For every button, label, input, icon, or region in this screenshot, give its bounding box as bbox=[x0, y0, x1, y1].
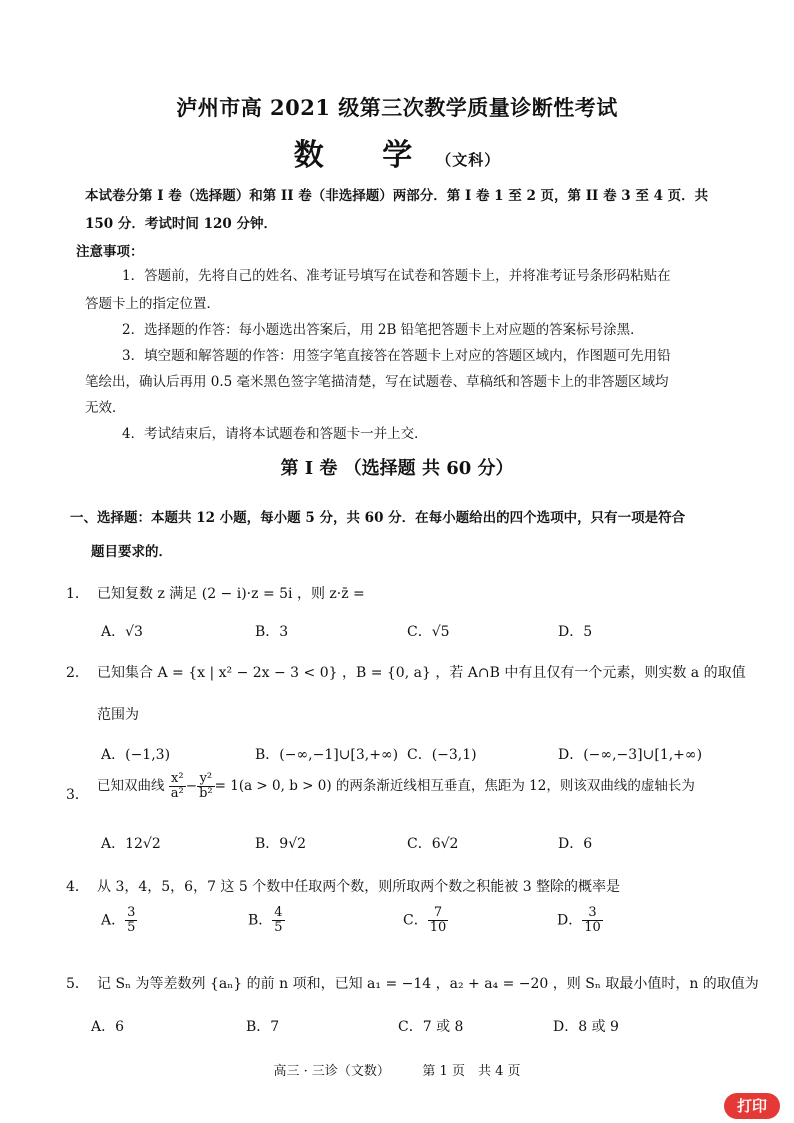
subject-title bbox=[0, 130, 794, 174]
notice-item-2: 2．选择题的作答：每小题选出答案后，用 2B 铅笔把答题卡上对应题的答案标号涂黑． bbox=[122, 322, 644, 338]
q2-text-2: 范围为 bbox=[97, 707, 139, 723]
q2-text: 已知集合 A = {x | x² − 2x − 3 < 0} ，B = {0, a} ，若 A∩B 中有且仅有一个元素，则实数 a 的取值 bbox=[97, 665, 746, 681]
q2-option-d: D．(−∞,−3]∪[1,+∞) bbox=[558, 747, 703, 763]
q4-b-label: B． bbox=[248, 912, 273, 929]
q2-number: 2． bbox=[66, 665, 89, 681]
exam-title: 泸州市高 2021 级第三次教学质量诊断性考试 bbox=[176, 95, 618, 120]
q3-minus: − bbox=[185, 778, 198, 794]
q4-b-num: 4 bbox=[274, 905, 283, 920]
subject-name: 数 学 bbox=[293, 138, 437, 173]
q4-d-den: 10 bbox=[584, 920, 601, 935]
q1-number: 1． bbox=[66, 586, 89, 602]
q5-option-a: A．6 bbox=[91, 1019, 125, 1035]
q4-b-fraction bbox=[272, 906, 284, 935]
q4-option-c bbox=[403, 906, 448, 935]
intro-line-2: 150 分．考试时间 120 分钟． bbox=[85, 216, 277, 232]
q4-d-fraction bbox=[582, 906, 603, 935]
q4-c-label: C． bbox=[403, 912, 428, 929]
q4-option-b bbox=[248, 906, 285, 935]
intro-line-1: 本试卷分第 I 卷（选择题）和第 II 卷（非选择题）两部分．第 I 卷 1 至 2 页，第 II 卷 3 至 4 页．共 bbox=[85, 188, 709, 204]
notice-item-3a: 3．填空题和解答题的作答：用签字笔直接答在答题卡上对应的答题区域内，作图题可先用铅 bbox=[122, 348, 671, 364]
q4-a-fraction bbox=[125, 906, 137, 935]
q4-a-label: A． bbox=[101, 912, 126, 929]
q4-d-num: 3 bbox=[582, 906, 603, 921]
q4-a-den: 5 bbox=[127, 920, 136, 935]
notice-item-3b: 笔绘出，确认后再用 0.5 毫米黑色签字笔描清楚，写在试题卷、草稿纸和答题卡上的非答题区域均 bbox=[85, 374, 669, 390]
q3-text bbox=[97, 772, 695, 801]
q4-b-den: 5 bbox=[274, 920, 283, 935]
notice-item-3c: 无效． bbox=[85, 400, 126, 416]
q2-option-b: B．(−∞,−1]∪[3,+∞) bbox=[255, 747, 399, 763]
q3-frac2-num: y² bbox=[197, 772, 215, 787]
notice-heading: 注意事项： bbox=[76, 244, 144, 260]
q2-option-c: C．(−3,1) bbox=[407, 747, 477, 763]
q1-option-b: B．3 bbox=[255, 624, 289, 640]
q3-option-c: C．6√2 bbox=[407, 836, 459, 852]
q3-frac2-den: b² bbox=[199, 786, 213, 801]
q4-number: 4． bbox=[66, 879, 89, 895]
q3-option-b: B．9√2 bbox=[255, 836, 307, 852]
section-intro-a: 一、选择题：本题共 12 小题，每小题 5 分，共 60 分．在每小题给出的四个选项中，只有一项是符合 bbox=[70, 510, 686, 526]
section-title: 第 I 卷 （选择题 共 60 分） bbox=[280, 458, 514, 479]
q1-option-c: C．√5 bbox=[407, 624, 450, 640]
q3-pre: 已知双曲线 bbox=[97, 778, 165, 794]
print-button[interactable]: 打印 bbox=[724, 1093, 780, 1119]
notice-item-1a: 1．答题前，先将自己的姓名、准考证号填写在试卷和答题卡上，并将准考证号条形码粘贴在 bbox=[122, 268, 671, 284]
q5-option-c: C．7 或 8 bbox=[398, 1019, 464, 1035]
q4-a-num: 3 bbox=[127, 905, 136, 920]
q3-option-a: A．12√2 bbox=[101, 836, 161, 852]
q1-option-d: D．5 bbox=[558, 624, 593, 640]
q3-number: 3． bbox=[66, 787, 89, 803]
q4-text: 从 3，4，5，6，7 这 5 个数中任取两个数，则所取两个数之积能被 3 整除的概率是 bbox=[97, 879, 621, 895]
page-footer: 高三 · 三诊（文数） 第 1 页 共 4 页 bbox=[273, 1064, 521, 1079]
notice-item-4: 4．考试结束后，请将本试题卷和答题卡一并上交． bbox=[122, 426, 428, 442]
notice-item-1b: 答题卡上的指定位置． bbox=[85, 296, 220, 312]
q3-frac1-den: a² bbox=[170, 786, 184, 801]
q3-fraction-x bbox=[169, 772, 186, 801]
q4-c-fraction bbox=[428, 906, 449, 935]
q5-option-b: B．7 bbox=[246, 1019, 280, 1035]
q5-number: 5． bbox=[66, 976, 89, 992]
q4-c-den: 10 bbox=[429, 920, 447, 935]
q4-option-d bbox=[557, 906, 603, 935]
q2-option-a: A．(−1,3) bbox=[101, 747, 171, 763]
q5-option-d: D．8 或 9 bbox=[553, 1019, 619, 1035]
q3-frac1-num: x² bbox=[169, 772, 186, 787]
q1-text: 已知复数 z 满足 (2 − i)·z = 5i ，则 z·z̄ = bbox=[97, 586, 365, 602]
section-intro-b: 题目要求的． bbox=[91, 544, 172, 560]
subject-subtitle: （文科） bbox=[436, 151, 501, 169]
q1-option-a: A．√3 bbox=[101, 624, 143, 640]
q4-option-a bbox=[101, 906, 137, 935]
q3-post: = 1(a > 0, b > 0) 的两条渐近线相互垂直，焦距为 12，则该双曲线的虚轴长为 bbox=[214, 778, 695, 794]
q4-d-label: D． bbox=[557, 912, 583, 929]
q5-text: 记 Sₙ 为等差数列 {aₙ} 的前 n 项和，已知 a₁ = −14 ，a₂ + a₄ = −20 ，则 Sₙ 取最小值时，n 的取值为 bbox=[97, 976, 759, 992]
q3-option-d: D．6 bbox=[558, 836, 593, 852]
q4-c-num: 7 bbox=[428, 906, 449, 921]
q3-fraction-y bbox=[197, 772, 215, 801]
